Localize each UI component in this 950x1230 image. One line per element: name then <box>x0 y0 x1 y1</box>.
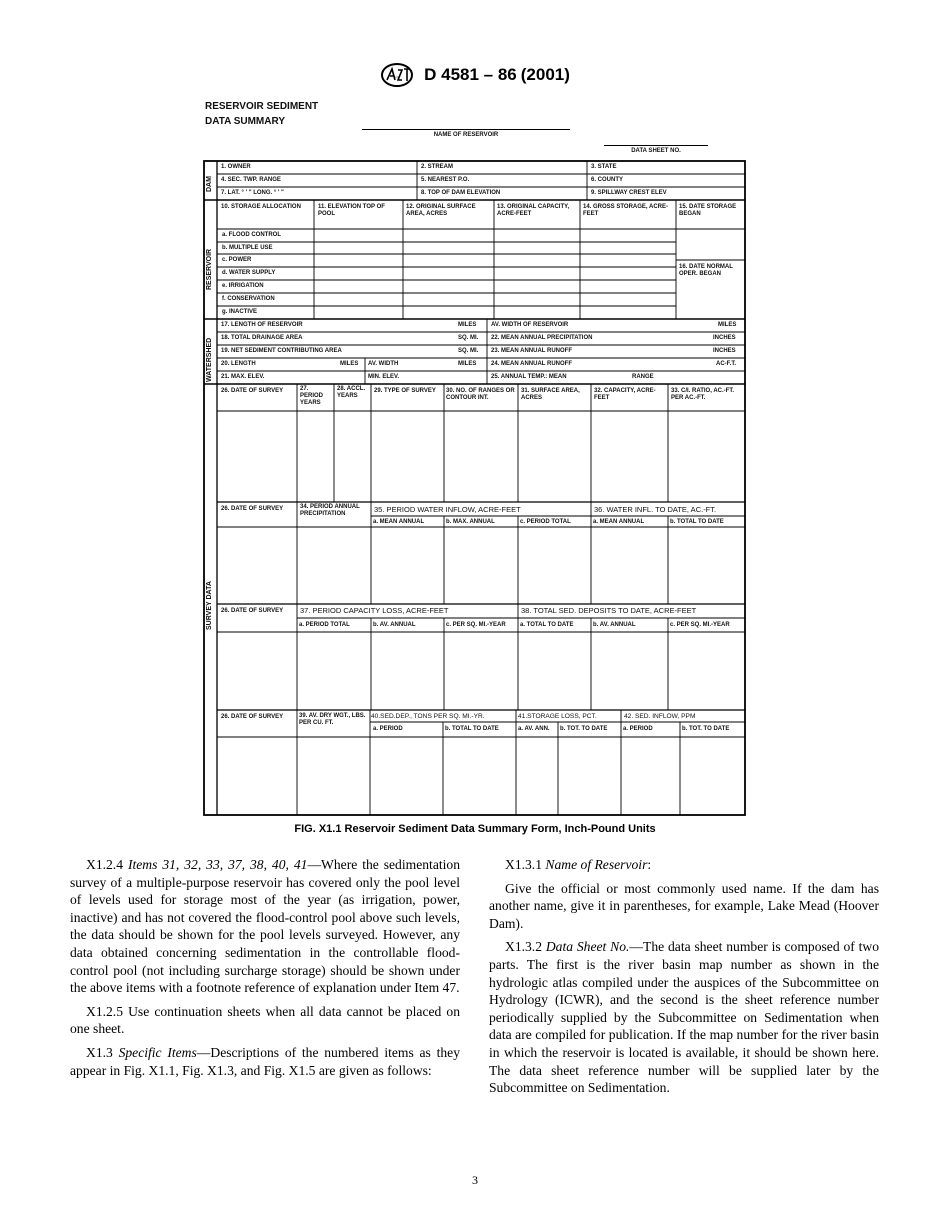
unit-inches-23: INCHES <box>713 348 736 354</box>
unit-miles-17: MILES <box>458 322 477 328</box>
s2-inflow-total: c. PERIOD TOTAL <box>520 519 571 525</box>
item-date-normal-oper: 16. DATE NORMAL OPER. BEGAN <box>679 264 733 277</box>
paragraph-x1-2-5: X1.2.5 Use continuation sheets when all data cannot be placed on one sheet. <box>70 1003 460 1037</box>
s4-sed-inflow: 42. SED. INFLOW, PPM <box>624 713 696 720</box>
s4-storage-ann: a. AV. ANN. <box>518 726 550 732</box>
s4-seddep-total: b. TOTAL TO DATE <box>445 726 499 732</box>
form-title-line2: DATA SUMMARY <box>205 116 285 127</box>
storage-inactive: g. INACTIVE <box>222 309 258 315</box>
unit-sqmi-18: SQ. MI. <box>458 335 479 341</box>
item-length-of-reservoir: 17. LENGTH OF RESERVOIR <box>221 322 303 328</box>
s4-storage-loss: 41.STORAGE LOSS, PCT. <box>518 713 597 720</box>
paragraph-name-instructions: Give the official or most commonly used name. If the dam has another name, give it in parentheses, for example, Lake Mead (Hoover Dam). <box>489 880 879 931</box>
item-min-elev: MIN. ELEV. <box>368 374 400 380</box>
para-title: Data Sheet No. <box>545 939 630 955</box>
s4-inflow-period: a. PERIOD <box>623 726 653 732</box>
item-state: 3. STATE <box>591 164 617 170</box>
para-number: X1.3.1 <box>505 857 543 872</box>
para-body: —Where the sedimentation survey of a multiple-purpose reservoir has covered only the pool level of levels used for storage most of the year (as irrigation, power, inactive) and has not covered the flood-control pool above such levels, the data should be shown for the pool levels surveyed. However, any data obtained concerning sedimentation in the controllable flood-control pool (not including surcharge storage) should be shown under the above items with a footnote reference of explanation under Item 47. <box>70 857 460 996</box>
item-owner: 1. OWNER <box>221 164 251 170</box>
s3-loss-sqmi: c. PER SQ. MI.-YEAR <box>446 622 506 628</box>
item-top-of-dam: 8. TOP OF DAM ELEVATION <box>421 190 501 196</box>
name-of-reservoir-label: NAME OF RESERVOIR <box>433 132 499 138</box>
header-storage-allocation: 10. STORAGE ALLOCATION <box>221 204 301 210</box>
item-annual-temp: 25. ANNUAL TEMP.: MEAN <box>491 374 567 380</box>
s2-todate-mean: a. MEAN ANNUAL <box>593 519 645 525</box>
paragraph-x1-3-1 <box>489 856 879 874</box>
header-gross-storage: 14. GROSS STORAGE, ACRE-FEET <box>583 204 669 217</box>
data-sheet-label: DATA SHEET NO. <box>631 148 681 154</box>
item-length: 20. LENGTH <box>221 361 256 367</box>
storage-power: c. POWER <box>222 257 252 263</box>
para-number: X1.2.4 <box>86 857 124 872</box>
item-sec-twp-range: 4. SEC. TWP. RANGE <box>221 177 281 183</box>
para-title: Items 31, 32, 33, 37, 38, 40, 41 <box>127 857 308 872</box>
name-of-reservoir-line <box>362 129 570 130</box>
s1-date-of-survey: 26. DATE OF SURVEY <box>221 388 284 394</box>
form-title <box>205 99 318 129</box>
s4-dry-weight: 39. AV. DRY WGT., LBS. PER CU. FT. <box>299 713 366 726</box>
item-mean-annual-runoff-in: 23. MEAN ANNUAL RUNOFF <box>491 348 573 354</box>
page-header <box>0 62 950 88</box>
s4-storage-tot: b. TOT. TO DATE <box>560 726 608 732</box>
unit-miles-avw: MILES <box>718 322 737 328</box>
data-sheet-line <box>604 145 708 146</box>
item-county: 6. COUNTY <box>591 177 624 183</box>
unit-miles-20: MILES <box>340 361 359 367</box>
s2-inflow-max: b. MAX. ANNUAL <box>446 519 495 525</box>
s3-dep-annual: b. AV. ANNUAL <box>593 622 636 628</box>
header-original-area: 12. ORIGINAL SURFACE AREA, ACRES <box>406 204 476 217</box>
item-mean-annual-runoff-acft: 24. MEAN ANNUAL RUNOFF <box>491 361 573 367</box>
s2-period-precip: 34. PERIOD ANNUAL PRECIPITATION <box>300 504 360 517</box>
storage-conservation: f. CONSERVATION <box>222 296 275 302</box>
para-title: Name of Reservoir <box>545 857 648 872</box>
paragraph-x1-2-4 <box>70 856 460 997</box>
text-column-left <box>70 856 460 1085</box>
s2-water-inflow: 35. PERIOD WATER INFLOW, ACRE-FEET <box>374 505 521 514</box>
astm-logo-icon <box>380 62 414 88</box>
s4-sed-dep: 40.SED.DEP., TONS PER SQ. MI.-YR. <box>371 713 485 720</box>
s1-accl-years: 28. ACCL. YEARS <box>337 386 366 399</box>
paragraph-x1-3 <box>70 1044 460 1079</box>
s1-no-of-ranges: 30. NO. OF RANGES OR CONTOUR INT. <box>446 388 515 401</box>
page-number: 3 <box>472 1173 478 1187</box>
s3-loss-annual: b. AV. ANNUAL <box>373 622 416 628</box>
header-elevation: 11. ELEVATION TOP OF POOL <box>318 204 385 217</box>
reservoir-sediment-form <box>200 160 750 816</box>
s2-inflow-mean: a. MEAN ANNUAL <box>373 519 425 525</box>
storage-flood-control: a. FLOOD CONTROL <box>222 232 281 238</box>
form-title-line1: RESERVOIR SEDIMENT <box>205 101 319 112</box>
item-max-elev: 21. MAX. ELEV. <box>221 374 265 380</box>
section-label-dam: DAM <box>206 176 213 192</box>
s1-period-years: 27. PERIOD YEARS <box>300 386 324 406</box>
standard-designation: D 4581 – 86 <box>424 65 517 84</box>
para-title: Specific Items <box>118 1044 197 1060</box>
s2-date-of-survey: 26. DATE OF SURVEY <box>221 506 284 512</box>
item-lat-long: 7. LAT. ° ' " LONG. ° ' " <box>221 190 284 196</box>
para-colon: : <box>647 857 652 872</box>
paragraph-x1-3-2 <box>489 938 879 1096</box>
item-av-width: AV. WIDTH <box>368 361 399 367</box>
item-spillway-crest: 9. SPILLWAY CREST ELEV <box>591 190 667 196</box>
s3-total-deposits: 38. TOTAL SED. DEPOSITS TO DATE, ACRE-FEET <box>521 606 697 615</box>
header-date-storage-began: 15. DATE STORAGE BEGAN <box>679 204 737 217</box>
unit-acft-24: AC-F.T. <box>716 361 736 367</box>
s1-capacity: 32. CAPACITY, ACRE-FEET <box>594 388 656 401</box>
item-net-sediment-area: 19. NET SEDIMENT CONTRIBUTING AREA <box>221 348 342 354</box>
item-mean-annual-precip: 22. MEAN ANNUAL PRECIPITATION <box>491 335 593 341</box>
item-nearest-po: 5. NEAREST P.O. <box>421 177 470 183</box>
section-label-watershed: WATERSHED <box>206 337 213 382</box>
item-temp-range: RANGE <box>632 374 654 380</box>
unit-miles-avw2: MILES <box>458 361 477 367</box>
s4-inflow-tot: b. TOT. TO DATE <box>682 726 730 732</box>
para-number: X1.3.2 <box>505 939 543 955</box>
standard-year: (2001) <box>520 65 570 84</box>
unit-sqmi-19: SQ. MI. <box>458 348 479 354</box>
para-number: X1.3 <box>86 1044 113 1060</box>
s4-seddep-period: a. PERIOD <box>373 726 403 732</box>
storage-water-supply: d. WATER SUPPLY <box>222 270 276 276</box>
s2-todate-total: b. TOTAL TO DATE <box>670 519 724 525</box>
item-total-drainage: 18. TOTAL DRAINAGE AREA <box>221 335 303 341</box>
s3-loss-total: a. PERIOD TOTAL <box>299 622 350 628</box>
s3-dep-total: a. TOTAL TO DATE <box>520 622 574 628</box>
para-body: —The data sheet number is composed of two parts. The first is the river basin map number as shown in the hydrologic atlas compiled under the auspices of the Subcommittee on Hydrology (ICWR), and the second is the sheet reference number periodically supplied by the Subcommittee on Sedimentation when data are compiled for publication. If the map number for the river basin in which the reservoir is located is available, it should be shown here. The data sheet reference number will be supplied later by the Subcommittee on Sedimentation. <box>489 939 879 1096</box>
figure-caption: FIG. X1.1 Reservoir Sediment Data Summary Form, Inch-Pound Units <box>294 823 656 835</box>
header-original-capacity: 13. ORIGINAL CAPACITY, ACRE-FEET <box>497 204 570 217</box>
item-av-width-reservoir: AV. WIDTH OF RESERVOIR <box>491 322 569 328</box>
s3-capacity-loss: 37. PERIOD CAPACITY LOSS, ACRE-FEET <box>300 606 449 615</box>
section-label-survey-data: SURVEY DATA <box>206 581 213 630</box>
svg-text:ASTM: ASTM <box>394 77 400 79</box>
section-label-reservoir: RESERVOIR <box>206 248 213 290</box>
s3-dep-sqmi: c. PER SQ. MI.-YEAR <box>670 622 730 628</box>
s1-surface-area: 31. SURFACE AREA, ACRES <box>521 388 580 401</box>
storage-irrigation: e. IRRIGATION <box>222 283 264 289</box>
unit-inches-22: INCHES <box>713 335 736 341</box>
s1-ci-ratio: 33. C/I. RATIO, AC.-FT. PER AC.-FT. <box>671 388 735 401</box>
storage-multiple-use: b. MULTIPLE USE <box>222 245 273 251</box>
item-stream: 2. STREAM <box>421 164 454 170</box>
text-column-right <box>489 856 879 1103</box>
s4-date-of-survey: 26. DATE OF SURVEY <box>221 714 284 720</box>
para-body: —Descriptions of the numbered items as they appear in Fig. X1.1, Fig. X1.3, and Fig. X1.5 are given as follows: <box>70 1044 460 1078</box>
s3-date-of-survey: 26. DATE OF SURVEY <box>221 608 284 614</box>
s2-water-infl-to-date: 36. WATER INFL. TO DATE, AC.-FT. <box>594 505 717 514</box>
s1-type-of-survey: 29. TYPE OF SURVEY <box>374 388 436 394</box>
